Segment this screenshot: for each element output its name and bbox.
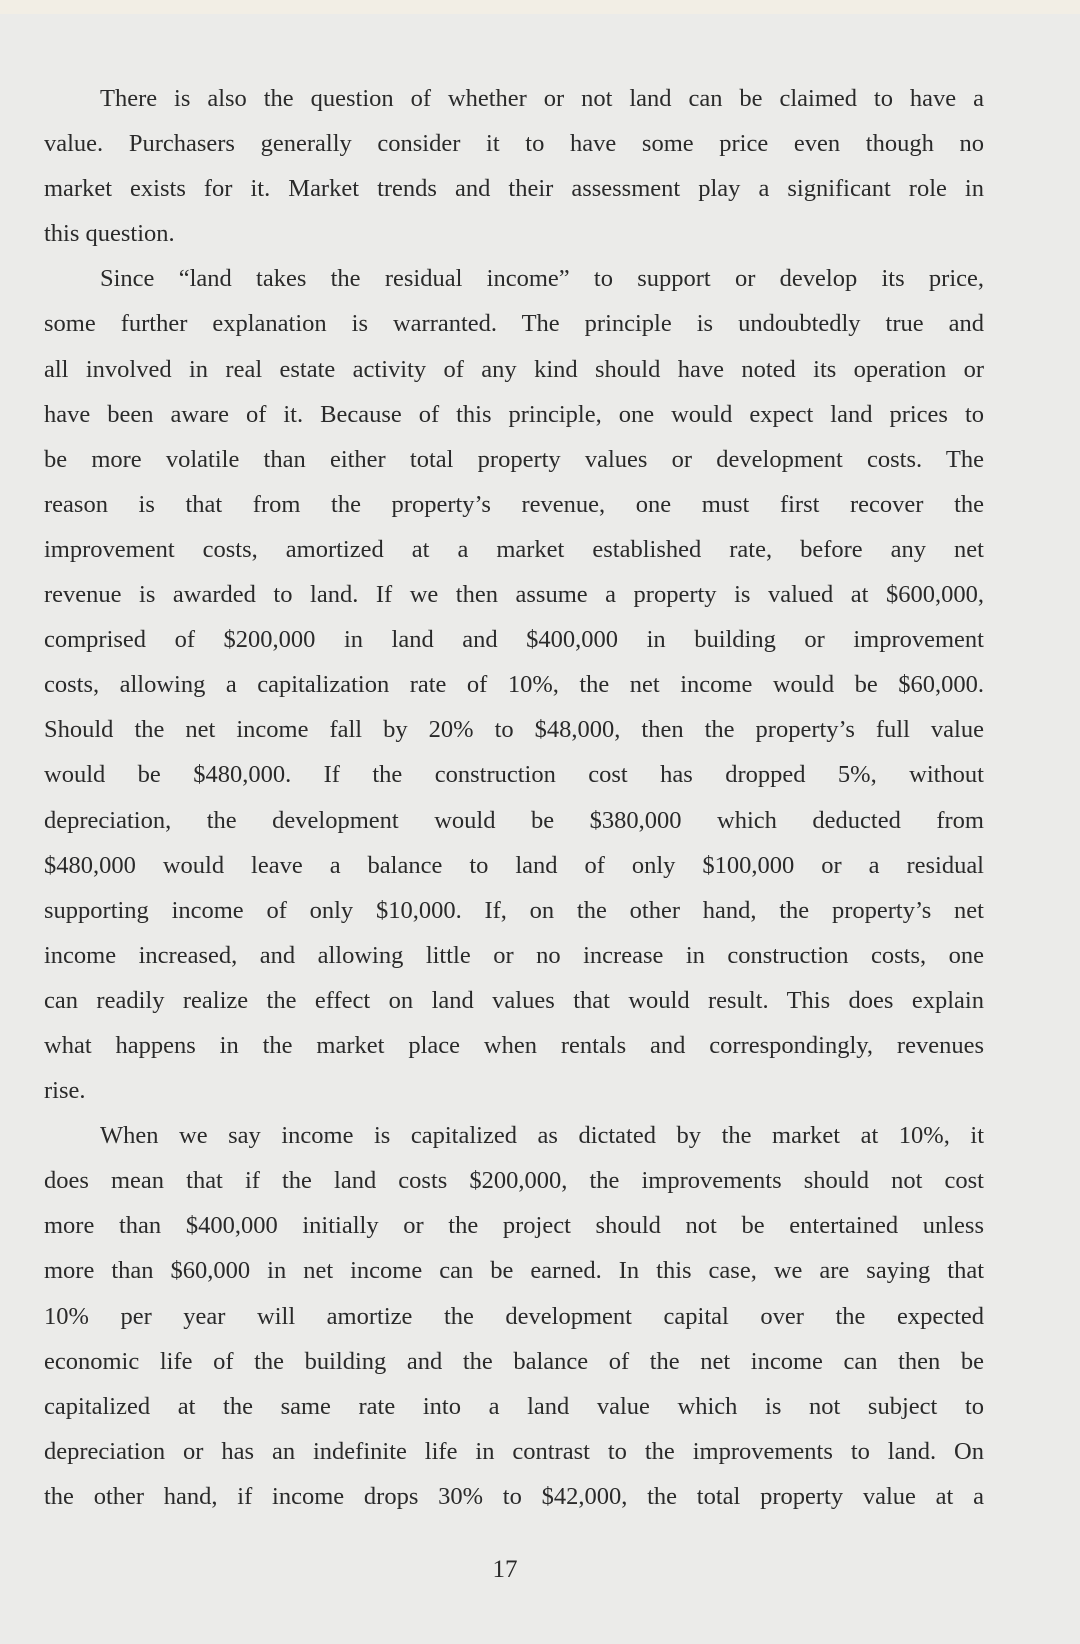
page-edge	[0, 0, 1080, 14]
paragraph	[44, 1113, 984, 1519]
text-line: depreciation or has an indefinite life in contrast to the improvements to land. On	[44, 1437, 984, 1465]
text-line: $480,000 would leave a balance to land of only $100,000 or a residual	[44, 851, 984, 879]
text-line: some further explanation is warranted. The principle is undoubtedly true and	[44, 310, 984, 338]
text-line: value. Purchasers generally consider it to have some price even though no	[44, 130, 984, 158]
text-line: what happens in the market place when rentals and correspondingly, revenues	[44, 1031, 984, 1059]
text-line: revenue is awarded to land. If we then assume a property is valued at $600,000,	[44, 581, 984, 609]
text-line: Since “land takes the residual income” to support or develop its price,	[100, 265, 984, 293]
text-line: market exists for it. Market trends and their assessment play a significant role in	[44, 175, 984, 203]
text-line: improvement costs, amortized at a market established rate, before any net	[44, 535, 984, 563]
text-line: 10% per year will amortize the development capital over the expected	[44, 1302, 984, 1330]
text-line: capitalized at the same rate into a land value which is not subject to	[44, 1392, 984, 1420]
text-line: have been aware of it. Because of this principle, one would expect land prices to	[44, 400, 984, 428]
text-line: reason is that from the property’s revenue, one must first recover the	[44, 490, 984, 518]
text-line: more than $400,000 initially or the project should not be entertained unless	[44, 1212, 984, 1240]
text-line: There is also the question of whether or not land can be claimed to have a	[100, 85, 984, 112]
text-line: depreciation, the development would be $380,000 which deducted from	[44, 806, 984, 834]
text-line: this question.	[44, 220, 175, 248]
text-line: would be $480,000. If the construction cost has dropped 5%, without	[44, 761, 984, 789]
text-line: income increased, and allowing little or no increase in construction costs, one	[44, 941, 984, 969]
paragraph	[44, 256, 984, 1113]
text-line: all involved in real estate activity of any kind should have noted its operation or	[44, 355, 984, 383]
text-line: supporting income of only $10,000. If, on the other hand, the property’s net	[44, 896, 984, 924]
text-line: does mean that if the land costs $200,000, the improvements should not cost	[44, 1167, 984, 1195]
text-line: When we say income is capitalized as dictated by the market at 10%, it	[100, 1122, 984, 1150]
text-line: can readily realize the effect on land values that would result. This does explain	[44, 986, 984, 1014]
text-line: be more volatile than either total property values or development costs. The	[44, 445, 984, 473]
text-line: rise.	[44, 1077, 86, 1105]
text-line: costs, allowing a capitalization rate of 10%, the net income would be $60,000.	[44, 671, 984, 699]
text-line: comprised of $200,000 in land and $400,000 in building or improvement	[44, 626, 984, 654]
text-line: Should the net income fall by 20% to $48,000, then the property’s full value	[44, 716, 984, 744]
page-body-text	[44, 76, 984, 1519]
text-line: the other hand, if income drops 30% to $42,000, the total property value at a	[44, 1482, 984, 1510]
paragraph	[44, 76, 984, 256]
page-number: 17	[492, 1556, 518, 1583]
text-line: economic life of the building and the balance of the net income can then be	[44, 1347, 984, 1375]
text-line: more than $60,000 in net income can be earned. In this case, we are saying that	[44, 1257, 984, 1285]
